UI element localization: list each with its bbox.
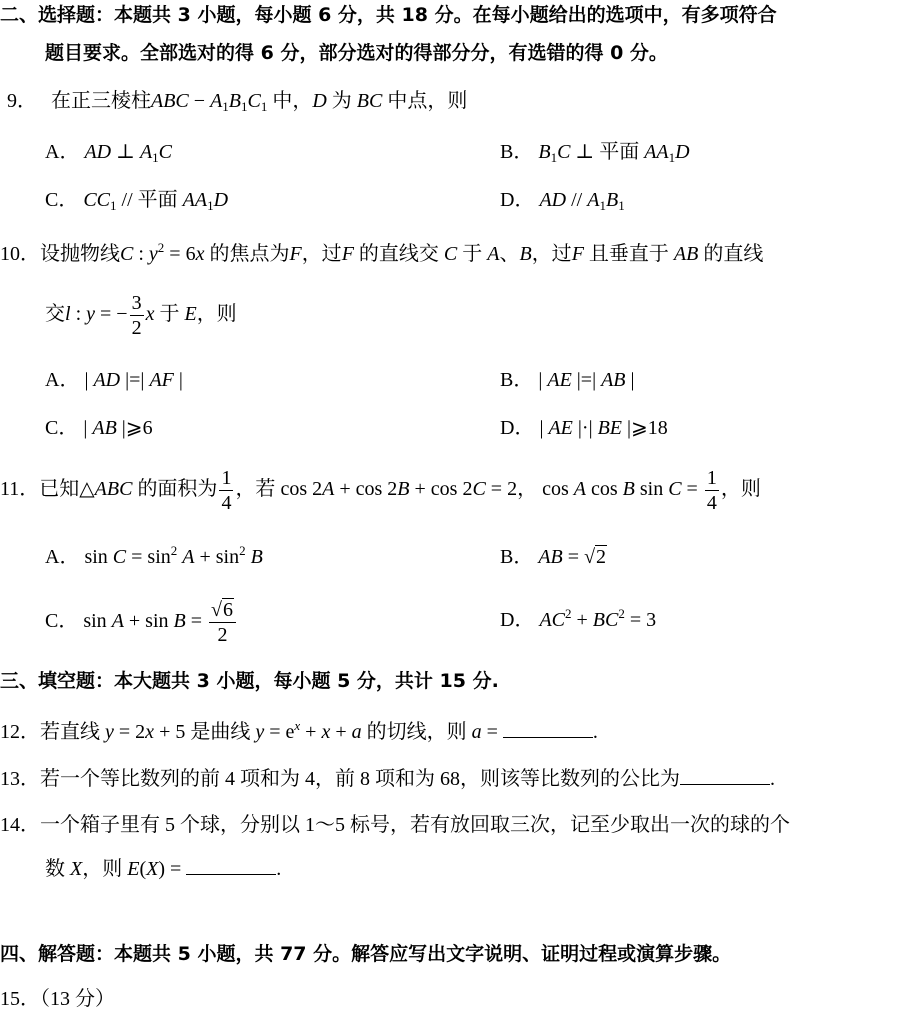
q9-option-c: C． $CC_1$ // 平面 $AA_1D$ <box>45 189 229 213</box>
question-number: 10． <box>0 243 40 265</box>
q10-option-b: B． | AE |=| AB | <box>500 369 635 391</box>
question-10-line1: 10．设抛物线C : $y^2 = 6x$ 的焦点为F，过F 的直线交 C 于 A、B，过F 且垂直于 AB 的直线 <box>0 240 764 265</box>
question-12: 12．若直线 y = 2x + 5 是曲线 $y = e^x + x + a$ 的切线，则 a = . <box>0 718 598 743</box>
fraction: $\frac{1}{4}$ <box>706 467 717 514</box>
question-number: 13． <box>0 768 40 790</box>
question-number: 11． <box>0 478 40 501</box>
question-number: 9． <box>7 90 37 112</box>
q9-option-a: A． AD ⊥ $A_1C$ <box>45 141 172 165</box>
q10-option-a: A． | AD |=| AF | <box>45 369 183 391</box>
question-9: 9． 在正三棱柱ABC − $A_1B_1C_1$ 中，D 为 BC 中点，则 <box>7 90 468 114</box>
question-number: 12． <box>0 721 40 743</box>
q11-option-d: D． $AC^2 + BC^2 = 3$ <box>500 606 657 631</box>
section-3-heading: 三、填空题：本大题共 3 小题，每小题 5 分，共计 15 分. <box>0 670 499 692</box>
question-10-line2: 交l : y = − $\frac{3}{2}$ x 于 E，则 <box>45 292 237 339</box>
answer-blank[interactable] <box>186 856 276 875</box>
q11-option-b: B． AB = √2 <box>500 546 607 568</box>
fraction: $\frac{3}{2}$ <box>131 292 142 339</box>
q9-option-d: D． AD // $A_1B_1$ <box>500 189 625 213</box>
section-2-heading-line1: 二、选择题：本题共 3 小题，每小题 6 分，共 18 分。在每小题给出的选项中，有多项符合 <box>0 4 777 26</box>
question-text: 一个箱子里有 5 个球，分别以 1～5 标号，若有放回取三次，记至少取出一次的球的个 <box>40 814 790 836</box>
answer-blank[interactable] <box>503 719 593 738</box>
section-2-heading-line2: 题目要求。全部选对的得 6 分，部分选对的得部分分，有选错的得 0 分。 <box>45 42 668 64</box>
q10-option-c: C． | AB |⩾6 <box>45 417 153 439</box>
q10-option-d: D． | AE |·| BE |⩾18 <box>500 417 668 439</box>
question-15: 15．（13 分） <box>0 988 115 1010</box>
question-text: 若一个等比数列的前 4 项和为 4，前 8 项和为 68，则该等比数列的公比为 <box>40 768 680 790</box>
square-root: √2 <box>584 546 607 568</box>
question-text: 在正三棱柱 <box>51 90 151 112</box>
q9-option-b: B． $B_1C$ ⊥ 平面 $AA_1D$ <box>500 141 690 165</box>
question-14-line1 <box>0 813 790 837</box>
q11-option-a: A． $\sin C = \sin^2 A + \sin^2 B$ <box>45 543 263 568</box>
question-11: 11．已知△ABC 的面积为 $\frac{1}{4}$ ，若 cos 2A + cos 2B + cos 2C = 2， cos A cos B sin C = $\frac{1}{4}$ ，则 <box>0 467 761 514</box>
question-13: 13．若一个等比数列的前 4 项和为 4，前 8 项和为 68，则该等比数列的公比为 . <box>0 768 775 790</box>
section-4-heading: 四、解答题：本题共 5 小题，共 77 分。解答应写出文字说明、证明过程或演算步骤。 <box>0 943 732 965</box>
fraction: $\frac{√6}{2}$ <box>209 598 236 647</box>
question-14-line2: 数 X，则 E(X) = . <box>45 858 282 880</box>
question-number: 14． <box>0 814 40 836</box>
fraction: $\frac{1}{4}$ <box>221 467 232 514</box>
q11-option-c: C． sin A + sin B = $\frac{√6}{2}$ <box>45 598 238 647</box>
answer-blank[interactable] <box>680 766 770 785</box>
